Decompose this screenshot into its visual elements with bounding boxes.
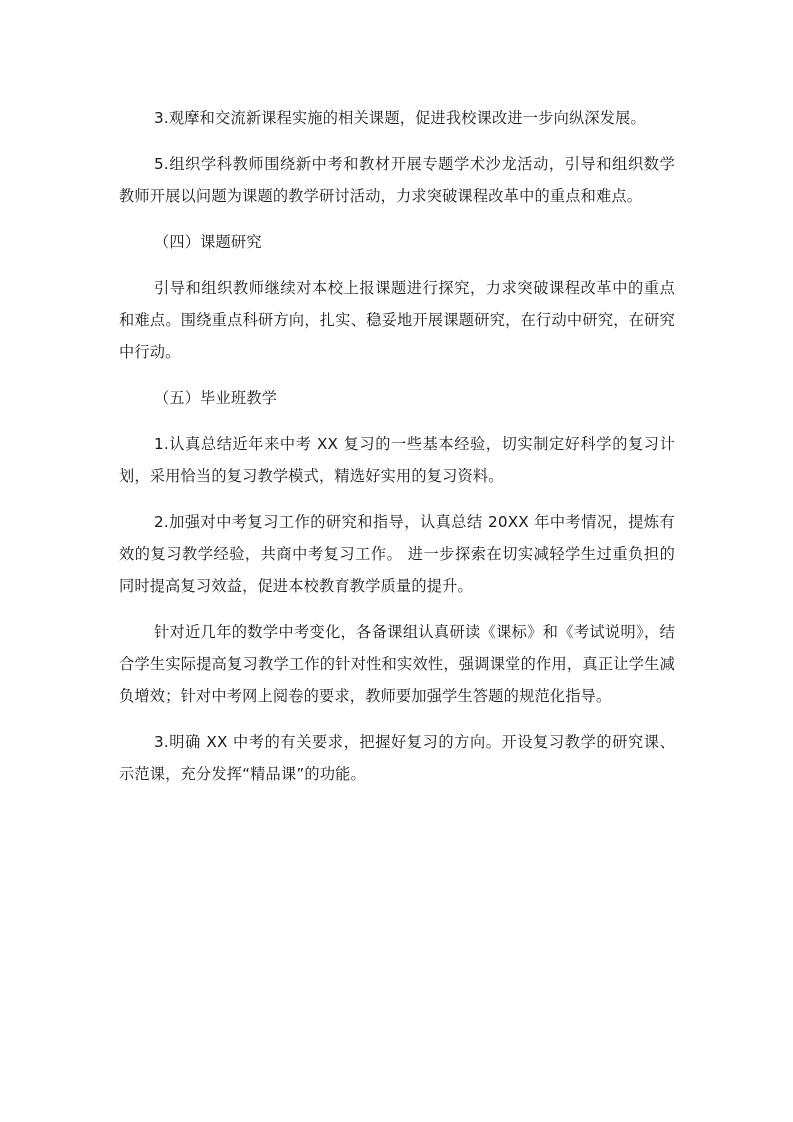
paragraph-exam-requirements: 3.明确 XX 中考的有关要求，把握好复习的方向。开设复习教学的研究课、示范课，充分发挥“精品课”的功能。 <box>119 733 675 783</box>
paragraph-research: 引导和组织教师继续对本校上报课题进行探究，力求突破课程改革中的重点和难点。围绕重点科研方向，扎实、稳妥地开展课题研究，在行动中研究，在研究中行动。 <box>119 279 675 361</box>
paragraph-observe-exchange: 3.观摩和交流新课程实施的相关课题，促进我校课改进一步向纵深发展。 <box>154 109 646 127</box>
paragraph-review-guidance: 2.加强对中考复习工作的研究和指导，认真总结 20XX 年中考情况，提炼有效的复习教学经验，共商中考复习工作。 进一步探索在切实减轻学生过重负担的同时提高复习效益，促进本校教育教学质量的提升。 <box>119 513 675 595</box>
paragraph-review-experience: 1.认真总结近年来中考 XX 复习的一些基本经验，切实制定好科学的复习计划，采用恰当的复习教学模式，精选好实用的复习资料。 <box>119 435 675 485</box>
paragraph-exam-changes: 针对近几年的数学中考变化，各备课组认真研读《课标》和《考试说明》，结合学生实际提高复习教学工作的针对性和实效性，强调课堂的作用，真正让学生减负增效；针对中考网上阅卷的要求，教师要加强学生答题的规范化指导。 <box>119 623 675 705</box>
section-heading-graduating: （五）毕业班教学 <box>154 389 278 407</box>
document-body <box>119 102 675 790</box>
section-heading-research: （四）课题研究 <box>154 233 262 251</box>
paragraph-salon-activities: 5.组织学科教师围绕新中考和教材开展专题学术沙龙活动，引导和组织数学教师开展以问题为课题的教学研讨活动，力求突破课程改革中的重点和难点。 <box>119 155 675 205</box>
